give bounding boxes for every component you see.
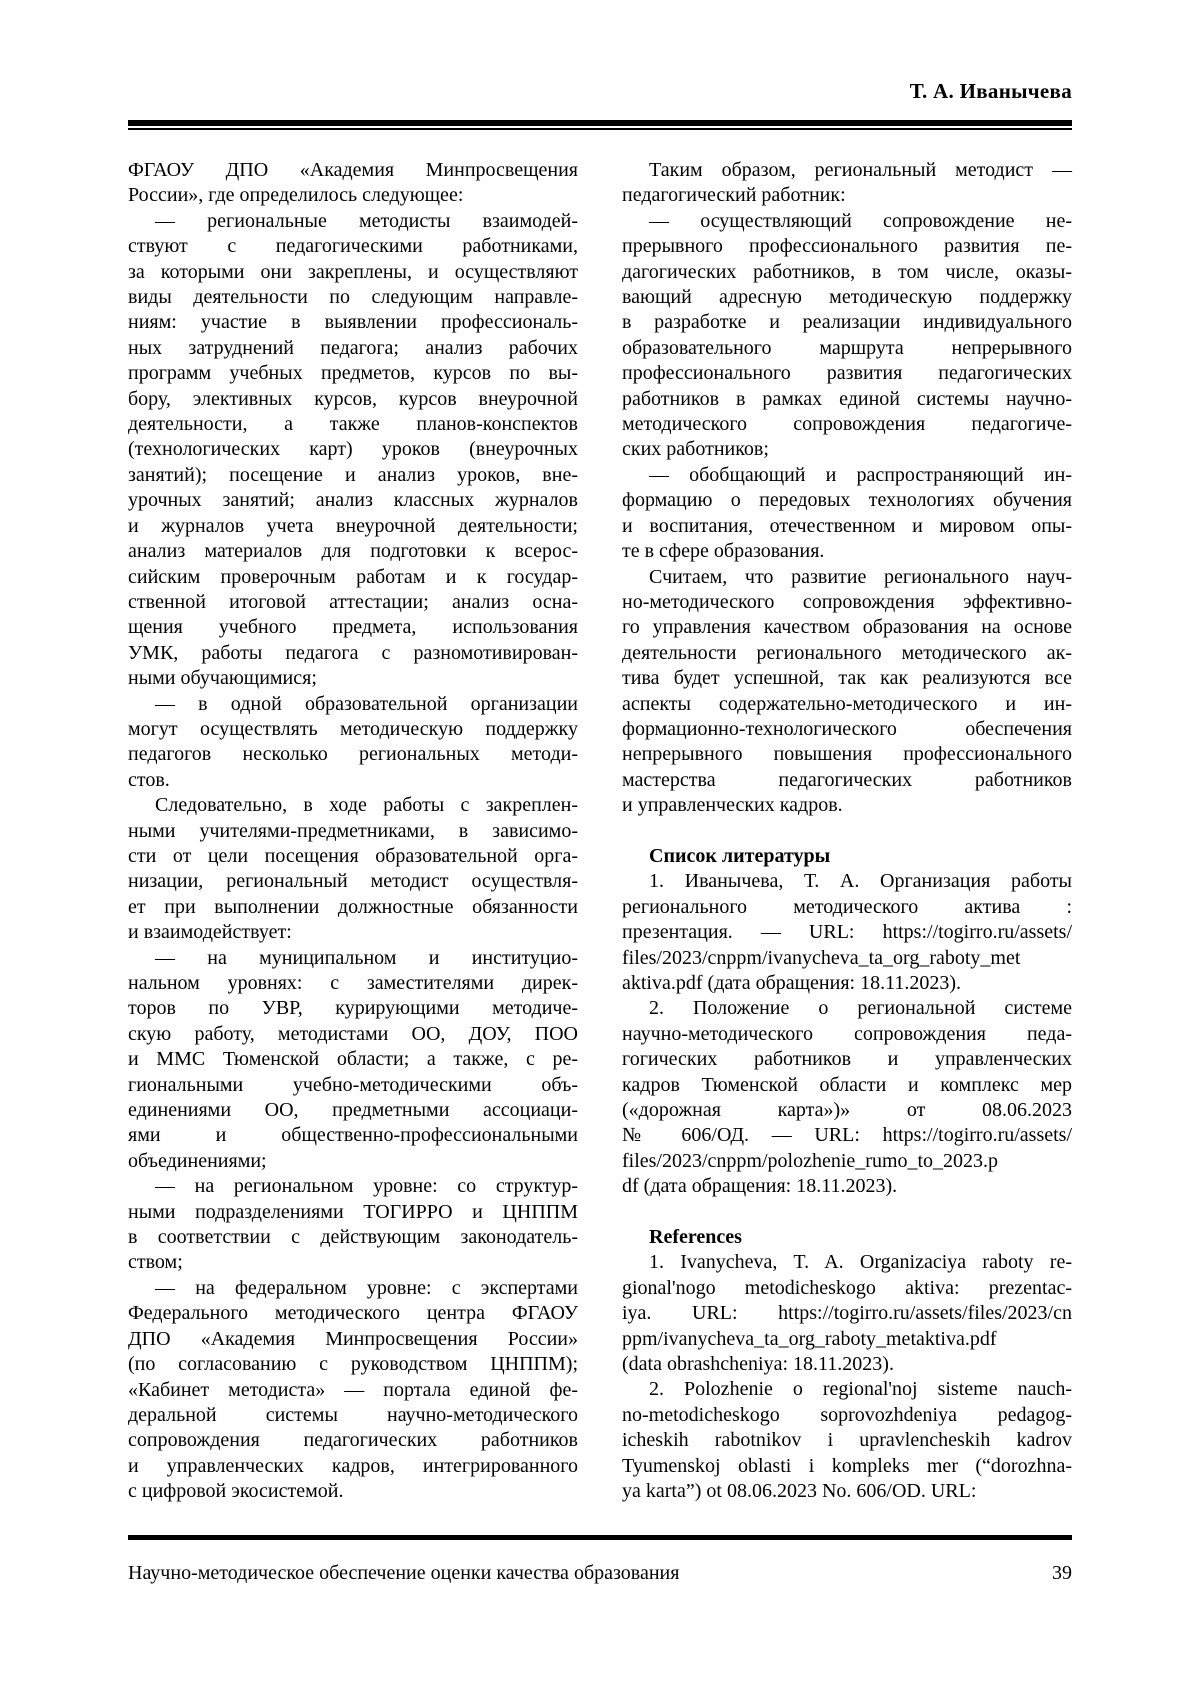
section-heading: Список литературы — [649, 844, 831, 867]
text-line: стов. — [128, 768, 170, 791]
text-line: нальном уровнях: с заместителями дирек- — [128, 972, 578, 994]
paragraph — [128, 209, 578, 692]
text-line: работников в рамках единой системы научно- — [622, 387, 1072, 410]
text-line: files/2023/cnppm/ivanycheva_ta_org_raboty_met — [622, 946, 1021, 969]
text-line: — осуществляющий сопровождение не- — [649, 209, 1072, 232]
running-title: Научно-методическое обеспечение оценки качества образования — [128, 1561, 680, 1584]
paragraph — [128, 946, 578, 1175]
text-line: — на федеральном уровне: с экспертами — [155, 1276, 578, 1299]
text-line: сти от цели посещения образовательной орга- — [128, 844, 578, 867]
text-line: — на муниципальном и институцио- — [155, 946, 578, 969]
text-line: могут осуществлять методическую поддержку — [128, 717, 578, 740]
text-line: с цифровой экосистемой. — [128, 1480, 344, 1503]
text-line: гиональными учебно-методическими объ- — [128, 1073, 578, 1096]
text-line: педагогический работник: — [622, 184, 846, 207]
page-number: 39 — [1052, 1561, 1072, 1584]
left-column — [128, 158, 578, 1505]
paragraph — [128, 158, 578, 209]
right-column — [622, 158, 1072, 1505]
text-line: мастерства педагогических работников — [622, 768, 1072, 791]
text-line: и управленческих кадров. — [622, 794, 843, 817]
text-line: 2. Polozhenie o regional'noj sisteme nauch- — [649, 1378, 1072, 1401]
text-line: df (дата обращения: 18.11.2023). — [622, 1175, 898, 1198]
text-line: ДПО «Академия Минпросвещения России» — [128, 1327, 578, 1350]
page-footer — [128, 1535, 1072, 1586]
text-line: ными обучающимися; — [128, 667, 317, 690]
paragraph — [128, 1276, 578, 1505]
header-rule — [128, 120, 1072, 130]
text-line: ными учителями-предметниками, в зависимо- — [128, 819, 578, 842]
text-line: и воспитания, отечественном и мировом опы- — [622, 514, 1072, 537]
text-line: аспекты содержательно-методического и ин- — [622, 692, 1072, 715]
text-line: — региональные методисты взаимодей- — [155, 209, 578, 232]
text-line: те в сфере образования. — [622, 540, 825, 563]
text-line: (data obrashcheniya: 18.11.2023). — [622, 1353, 894, 1376]
text-line: и управленческих кадров, интегрированного — [128, 1454, 578, 1477]
text-line: презентация. — URL: https://togirro.ru/assets/ — [622, 921, 1072, 944]
paragraph — [128, 1174, 578, 1276]
text-line: — на региональном уровне: со структур- — [155, 1175, 578, 1198]
text-line: объединениями; — [128, 1149, 267, 1172]
text-line: (по согласованию с руководством ЦНППМ); — [128, 1353, 578, 1376]
paragraph — [622, 463, 1072, 565]
paragraph — [622, 869, 1072, 996]
two-column-content — [128, 158, 1072, 1505]
text-line: за которыми они закреплены, и осуществляют — [128, 260, 578, 283]
text-line: го управления качеством образования на основе — [622, 616, 1072, 639]
text-line: ством; — [128, 1251, 183, 1274]
text-line: вающий адресную методическую поддержку — [622, 286, 1072, 309]
text-line: сопровождения педагогических работников — [128, 1429, 578, 1452]
text-line: формацию о передовых технологиях обучения — [622, 489, 1072, 512]
text-line: в разработке и реализации индивидуального — [622, 311, 1072, 334]
text-line: единениями ОО, предметными ассоциаци- — [128, 1099, 578, 1122]
paragraph — [622, 1250, 1072, 1377]
text-line: деятельности, а также планов-конспектов — [128, 413, 578, 436]
text-line: и ММС Тюменской области; а также, с ре- — [128, 1048, 578, 1071]
text-line: — обобщающий и распространяющий ин- — [649, 463, 1072, 486]
text-line: gional'nogo metodicheskogo aktiva: prezentac- — [622, 1276, 1072, 1299]
text-line: «Кабинет методиста» — портала единой фе- — [128, 1378, 578, 1401]
text-line: гогических работников и управленческих — [622, 1048, 1072, 1071]
text-line: Таким образом, региональный методист — — [649, 159, 1072, 181]
text-line: педагогов несколько региональных методи- — [128, 743, 578, 766]
text-line: УМК, работы педагога с разномотивирован- — [128, 641, 578, 664]
text-line: профессионального развития педагогических — [622, 362, 1072, 385]
text-line: России», где определилось следующее: — [128, 184, 464, 207]
text-line: ya karta”) ot 08.06.2023 No. 606/OD. URL: — [622, 1480, 977, 1503]
text-line: формационно-технологического обеспечения — [622, 717, 1072, 740]
text-line: и журналов учета внеурочной деятельности; — [128, 514, 578, 537]
text-line: Считаем, что развитие регионального науч- — [649, 565, 1072, 588]
paragraph — [622, 996, 1072, 1199]
text-line: (технологических карт) уроков (внеурочных — [128, 438, 578, 461]
text-line: 1. Ivanycheva, T. A. Organizaciya raboty re- — [649, 1251, 1072, 1274]
text-line: кадров Тюменской области и комплекс мер — [622, 1073, 1072, 1096]
footer-rule — [128, 1535, 1072, 1540]
paragraph — [128, 793, 578, 945]
page-header — [128, 78, 1072, 130]
text-line: Федерального методического центра ФГАОУ — [128, 1302, 578, 1325]
text-line: виды деятельности по следующим направле- — [128, 286, 578, 309]
text-line: тива будет успешной, так как реализуются все — [622, 667, 1072, 690]
text-line: бору, элективных курсов, курсов внеурочной — [128, 387, 578, 410]
header-rule-thin-line — [128, 128, 1072, 130]
text-line: ФГАОУ ДПО «Академия Минпросвещения — [128, 159, 578, 181]
text-line: ственной итоговой аттестации; анализ осна- — [128, 590, 578, 613]
text-line: низации, региональный методист осуществля- — [128, 870, 578, 893]
text-line: («дорожная карта»)» от 08.06.2023 — [622, 1099, 1072, 1122]
paragraph — [622, 209, 1072, 463]
text-line: деятельности регионального методического ак- — [622, 641, 1072, 664]
text-line: aktiva.pdf (дата обращения: 18.11.2023). — [622, 971, 961, 994]
text-line: регионального методического актива : — [622, 895, 1072, 918]
text-line: iya. URL: https://togirro.ru/assets/files/2023/cn — [622, 1302, 1072, 1325]
paragraph — [622, 158, 1072, 209]
text-line: ствуют с педагогическими работниками, — [128, 235, 578, 258]
author-name: Т. А. Иванычева — [909, 79, 1072, 103]
text-line: в соответствии с действующим законодатель- — [128, 1226, 578, 1249]
text-line: ями и общественно-профессиональными — [128, 1124, 578, 1147]
text-line: методического сопровождения педагогиче- — [622, 413, 1072, 436]
text-line: files/2023/cnppm/polozhenie_rumo_to_2023.p — [622, 1149, 999, 1172]
footer-row — [128, 1561, 1072, 1586]
text-line: но-методического сопровождения эффективно- — [622, 590, 1072, 613]
text-line: урочных занятий; анализ классных журналов — [128, 489, 578, 512]
text-line: no-metodicheskogo soprovozhdeniya pedagog- — [622, 1403, 1072, 1426]
text-line: прерывного профессионального развития пе- — [622, 235, 1072, 258]
text-line: занятий); посещение и анализ уроков, вне- — [128, 463, 578, 486]
paragraph — [128, 692, 578, 794]
text-line: торов по УВР, курирующими методиче- — [128, 997, 578, 1020]
text-line: ными подразделениями ТОГИРРО и ЦНППМ — [128, 1200, 578, 1223]
text-line: ppm/ivanycheva_ta_org_raboty_metaktiva.pdf — [622, 1327, 997, 1350]
section-heading: References — [649, 1226, 742, 1249]
text-line: icheskih rabotnikov i upravlencheskih kadrov — [622, 1429, 1072, 1452]
text-line: научно-методического сопровождения педа- — [622, 1022, 1072, 1045]
text-line: № 606/ОД. — URL: https://togirro.ru/assets/ — [622, 1124, 1072, 1147]
text-line: Tyumenskoj oblasti i kompleks mer (“dorozhna- — [622, 1454, 1072, 1477]
text-line: деральной системы научно-методического — [128, 1403, 578, 1426]
text-line: Следовательно, в ходе работы с закреплен- — [155, 794, 578, 817]
header-rule-thick-line — [128, 120, 1072, 126]
text-line: ных затруднений педагога; анализ рабочих — [128, 336, 578, 359]
text-line: ниям: участие в выявлении профессиональ- — [128, 311, 578, 334]
text-line: дагогических работников, в том числе, оказы- — [622, 260, 1072, 283]
text-line: сийским проверочным работам и к государ- — [128, 565, 578, 588]
paragraph — [622, 565, 1072, 819]
text-line: программ учебных предметов, курсов по вы- — [128, 362, 578, 385]
text-line: щения учебного предмета, использования — [128, 616, 578, 639]
text-line: анализ материалов для подготовки к всерос- — [128, 540, 578, 563]
text-line: 2. Положение о региональной системе — [649, 997, 1072, 1020]
text-line: 1. Иванычева, Т. А. Организация работы — [649, 870, 1072, 893]
text-line: ет при выполнении должностные обязанности — [128, 895, 578, 918]
text-line: ских работников; — [622, 438, 769, 461]
text-line: и взаимодействует: — [128, 921, 292, 944]
text-line: — в одной образовательной организации — [155, 692, 578, 715]
paragraph — [622, 1377, 1072, 1504]
text-line: скую работу, методистами ОО, ДОУ, ПОО — [128, 1022, 578, 1045]
text-line: непрерывного повышения профессионального — [622, 743, 1072, 766]
text-line: образовательного маршрута непрерывного — [622, 336, 1072, 359]
